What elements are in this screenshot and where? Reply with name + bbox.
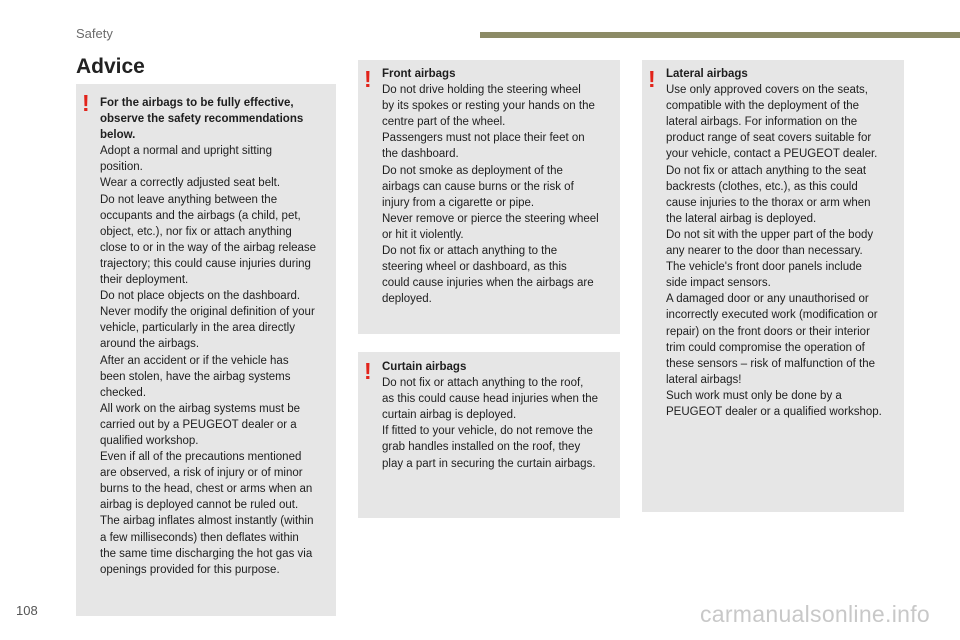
warning-icon: ! [364,66,372,92]
curtain-airbags-text [382,359,616,472]
curtain-airbags-box [358,352,620,518]
box-text: Do not drive holding the steering wheel by its spokes or resting your hands on the centre part of the wheel. Passengers must not place their feet on the dashboard. Do not smoke as deployment of the airbags can cause burns or the risk of injury from a cigarette or pipe. Never remove or pierce the steering wheel or hit it violently. Do not fix or attach anything to the steering wheel or dashboard, as this could cause injuries when the airbags are deployed. [382,84,599,306]
header-rule [480,32,960,38]
front-airbags-box [358,60,620,334]
box-text: Adopt a normal and upright sitting position. Wear a correctly adjusted seat belt. Do not leave anything between the occupants and the airbags (a child, pet, object, etc.), nor fix or attach anything close to or in the way of the airbag release trajectory; this could cause injuries during their deployment. Do not place objects on the dashboard. Never modify the original definition of your vehicle, particularly in the area directly around the airbags. After an accident or if the vehicle has been stolen, have the airbag systems checked. All work on the airbag systems must be carried out by a PEUGEOT dealer or a qualified workshop. Even if all of the precautions mentioned are observed, a risk of injury or of minor burns to the head, chest or arms when an airbag is deployed cannot be ruled out. The airbag inflates almost instantly (within a few milliseconds) then deflates within the same time discharging the hot gas via openings provided for this purpose. [100,145,317,576]
box-heading: Lateral airbags [666,68,748,80]
lateral-airbags-text [666,66,900,420]
general-advice-box [76,84,336,616]
front-airbags-text [382,66,616,307]
box-heading: Curtain airbags [382,361,467,373]
watermark: carmanualsonline.info [699,601,930,627]
warning-icon: ! [82,90,90,116]
section-label: Safety [76,26,113,41]
box-heading: For the airbags to be fully effective, observe the safety recommendations below. [100,97,304,142]
box-text: Use only approved covers on the seats, compatible with the deployment of the lateral airbags. For information on the product range of seat covers suitable for your vehicle, contact a PEUGEOT dealer. Do not fix or attach anything to the seat backrests (clothes, etc.), as this could cause injuries to the thorax or arm when the lateral airbag is deployed. Do not sit with the upper part of the body any nearer to the door than necessary. The vehicle's front door panels include side impact sensors. A damaged door or any unauthorised or incorrectly executed work (modification or repair) on the front doors or their interior trim could compromise the operation of these sensors – risk of malfunction of the lateral airbags! Such work must only be done by a PEUGEOT dealer or a qualified workshop. [666,84,882,418]
warning-icon: ! [364,358,372,384]
warning-icon: ! [648,66,656,92]
page-number: 108 [16,603,38,618]
page-title: Advice [76,55,145,78]
general-advice-text [100,95,332,578]
box-heading: Front airbags [382,68,456,80]
box-text: Do not fix or attach anything to the roof, as this could cause head injuries when the curtain airbag is deployed. If fitted to your vehicle, do not remove the grab handles installed on the roof, they play a part in securing the curtain airbags. [382,377,599,470]
lateral-airbags-box [642,60,904,512]
